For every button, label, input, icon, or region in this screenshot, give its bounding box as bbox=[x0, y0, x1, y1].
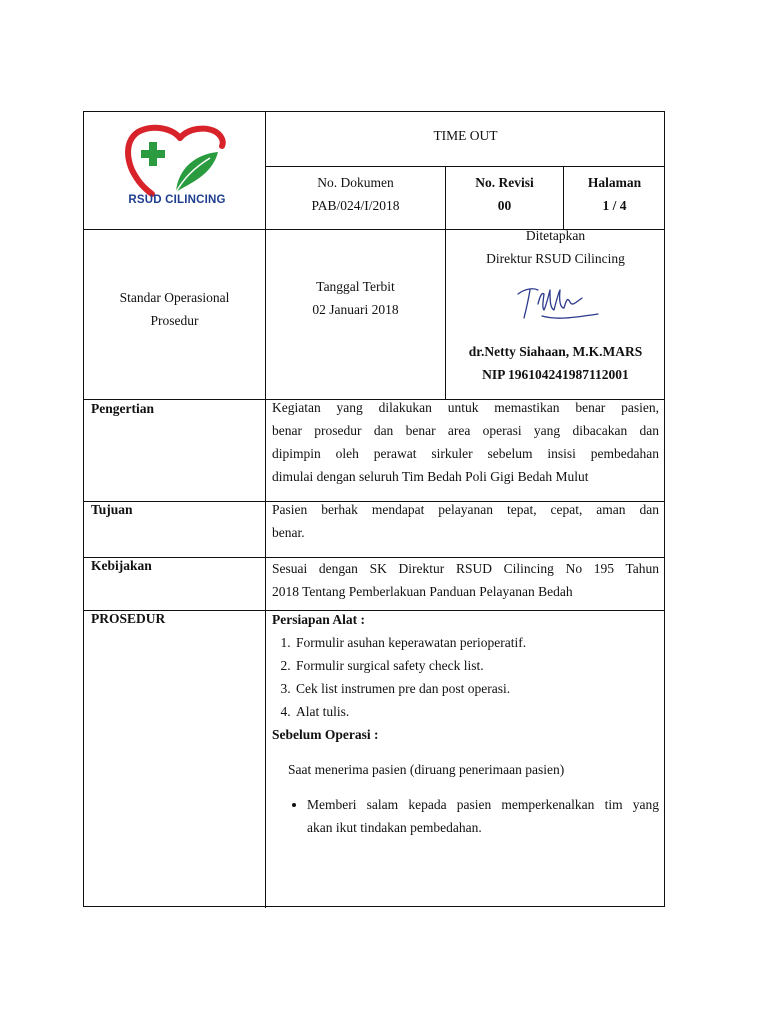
issue-date-value: 02 Januari 2018 bbox=[312, 302, 399, 317]
definition-line: dipimpin oleh perawat sirkuler sebelum insisi pembedahan bbox=[272, 446, 659, 461]
doc-number-label: No. Dokumen bbox=[317, 175, 394, 190]
policy-line: Sesuai dengan SK Direktur RSUD Cilincing No 195 Tahun bbox=[272, 561, 659, 576]
list-item: 1. Formulir asuhan keperawatan perioperatif. bbox=[294, 631, 659, 654]
definition-line: benar prosedur dan benar area operasi yang dibacakan dan bbox=[272, 423, 659, 438]
prep-heading: Persiapan Alat : bbox=[272, 612, 365, 627]
procedure-label: PROSEDUR bbox=[91, 611, 166, 626]
list-item: 3. Cek list instrumen pre dan post operasi. bbox=[294, 677, 659, 700]
definition-line: dimulai dengan seluruh Tim Bedah Poli Gigi Bedah Mulut bbox=[272, 469, 589, 484]
purpose-line: Pasien berhak mendapat pelayanan tepat, cepat, aman dan bbox=[272, 502, 659, 517]
before-intro: Saat menerima pasien (diruang penerimaan pasien) bbox=[288, 762, 565, 777]
bullet-line: • Memberi salam kepada pasien memperkenalkan tim yang bbox=[307, 797, 659, 812]
prep-list bbox=[272, 631, 659, 723]
header-row-divider bbox=[265, 166, 665, 167]
document-title: TIME OUT bbox=[433, 128, 498, 143]
sop-document bbox=[83, 111, 665, 907]
logo-text: RSUD CILINCING bbox=[128, 194, 226, 206]
definition-line: Kegiatan yang dilakukan untuk memastikan benar pasien, bbox=[272, 400, 659, 415]
signer-name: dr.Netty Siahaan, M.K.MARS bbox=[468, 344, 643, 359]
revision-label: No. Revisi bbox=[475, 175, 534, 190]
policy-line: 2018 Tentang Pemberlakuan Panduan Pelayanan Bedah bbox=[272, 584, 573, 599]
purpose-text bbox=[272, 500, 659, 543]
sop-type-line1: Standar Operasional bbox=[119, 290, 230, 305]
page-label: Halaman bbox=[587, 175, 642, 190]
page-value: 1 / 4 bbox=[602, 198, 627, 213]
purpose-line: benar. bbox=[272, 525, 305, 540]
definition-text bbox=[272, 398, 659, 487]
before-heading: Sebelum Operasi : bbox=[272, 727, 379, 742]
section-divider bbox=[84, 557, 665, 558]
signer-nip: NIP 196104241987112001 bbox=[482, 367, 629, 382]
bullet-line: akan ikut tindakan pembedahan. bbox=[307, 820, 482, 835]
director-signature bbox=[512, 280, 602, 326]
definition-label: Pengertian bbox=[91, 401, 154, 416]
doc-number-value: PAB/024/I/2018 bbox=[311, 198, 400, 213]
issue-date-label: Tanggal Terbit bbox=[316, 279, 395, 294]
before-bullet-list bbox=[272, 793, 659, 839]
purpose-label: Tujuan bbox=[91, 502, 133, 517]
revision-value: 00 bbox=[497, 198, 512, 213]
hospital-logo bbox=[122, 124, 232, 208]
column-divider bbox=[265, 112, 266, 908]
list-item bbox=[307, 793, 659, 839]
policy-label: Kebijakan bbox=[91, 558, 152, 573]
sop-type-line2: Prosedur bbox=[150, 313, 199, 328]
list-item: 2. Formulir surgical safety check list. bbox=[294, 654, 659, 677]
procedure-content bbox=[272, 609, 659, 839]
list-item: 4. Alat tulis. bbox=[294, 700, 659, 723]
approved-by: Direktur RSUD Cilincing bbox=[486, 251, 625, 266]
policy-text bbox=[272, 559, 659, 602]
approved-label: Ditetapkan bbox=[525, 228, 586, 243]
